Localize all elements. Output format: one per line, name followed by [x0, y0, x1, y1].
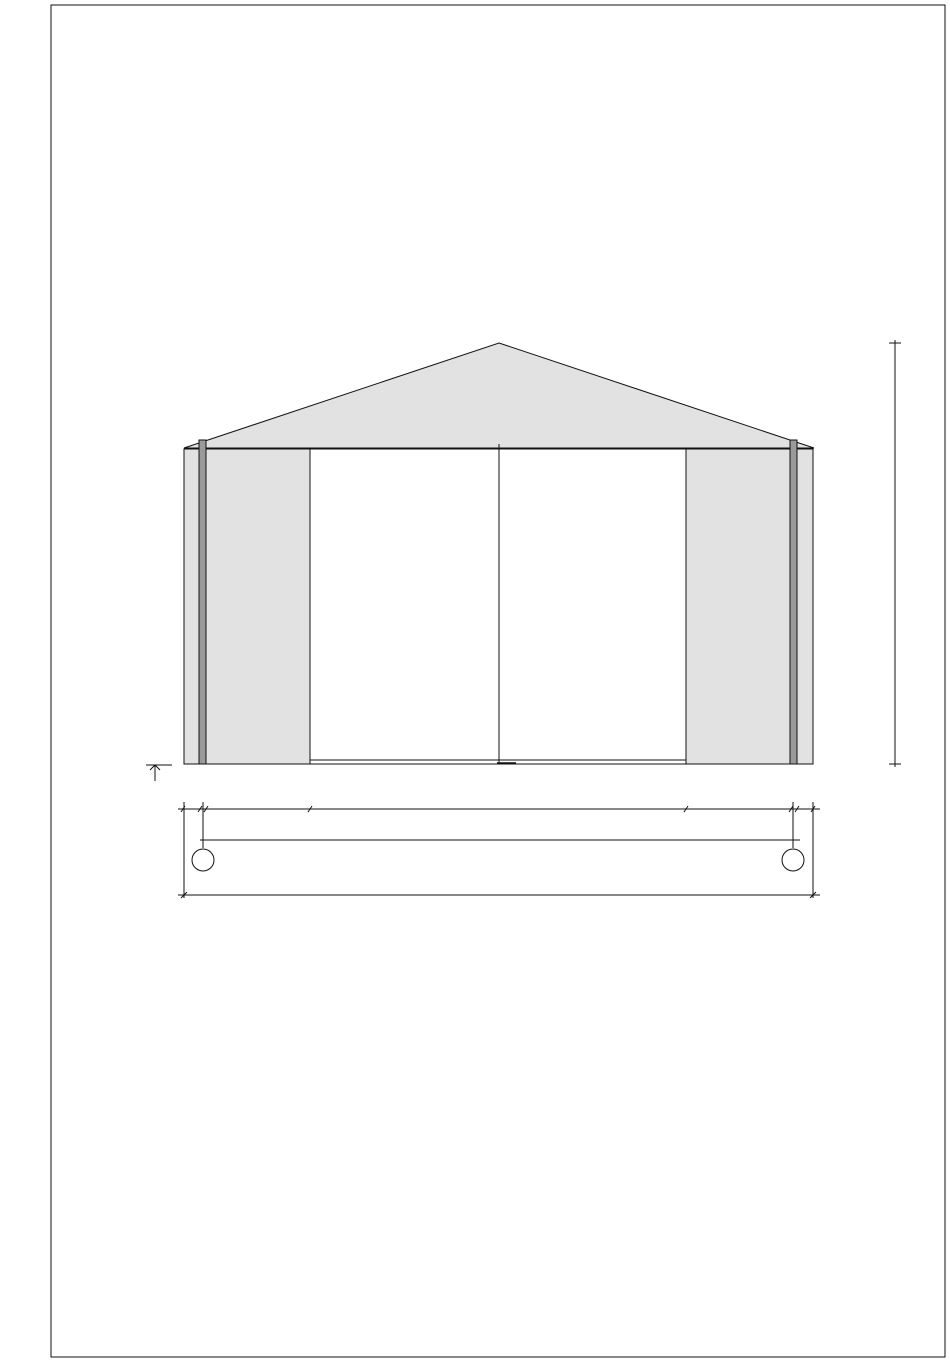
door-opening	[310, 449, 686, 764]
height-dimension	[889, 340, 901, 767]
axis-a	[192, 849, 214, 871]
right-corner-post	[790, 440, 797, 764]
total-width-dimension	[178, 892, 820, 898]
dimension-row-1	[178, 806, 820, 812]
axis-bubble	[782, 849, 804, 871]
axis-bubble	[192, 849, 214, 871]
left-corner-post	[199, 440, 206, 764]
extension-lines	[184, 802, 813, 898]
gable-fill	[184, 343, 814, 448]
axis-b	[782, 849, 804, 871]
dimension-row-2	[181, 806, 815, 840]
